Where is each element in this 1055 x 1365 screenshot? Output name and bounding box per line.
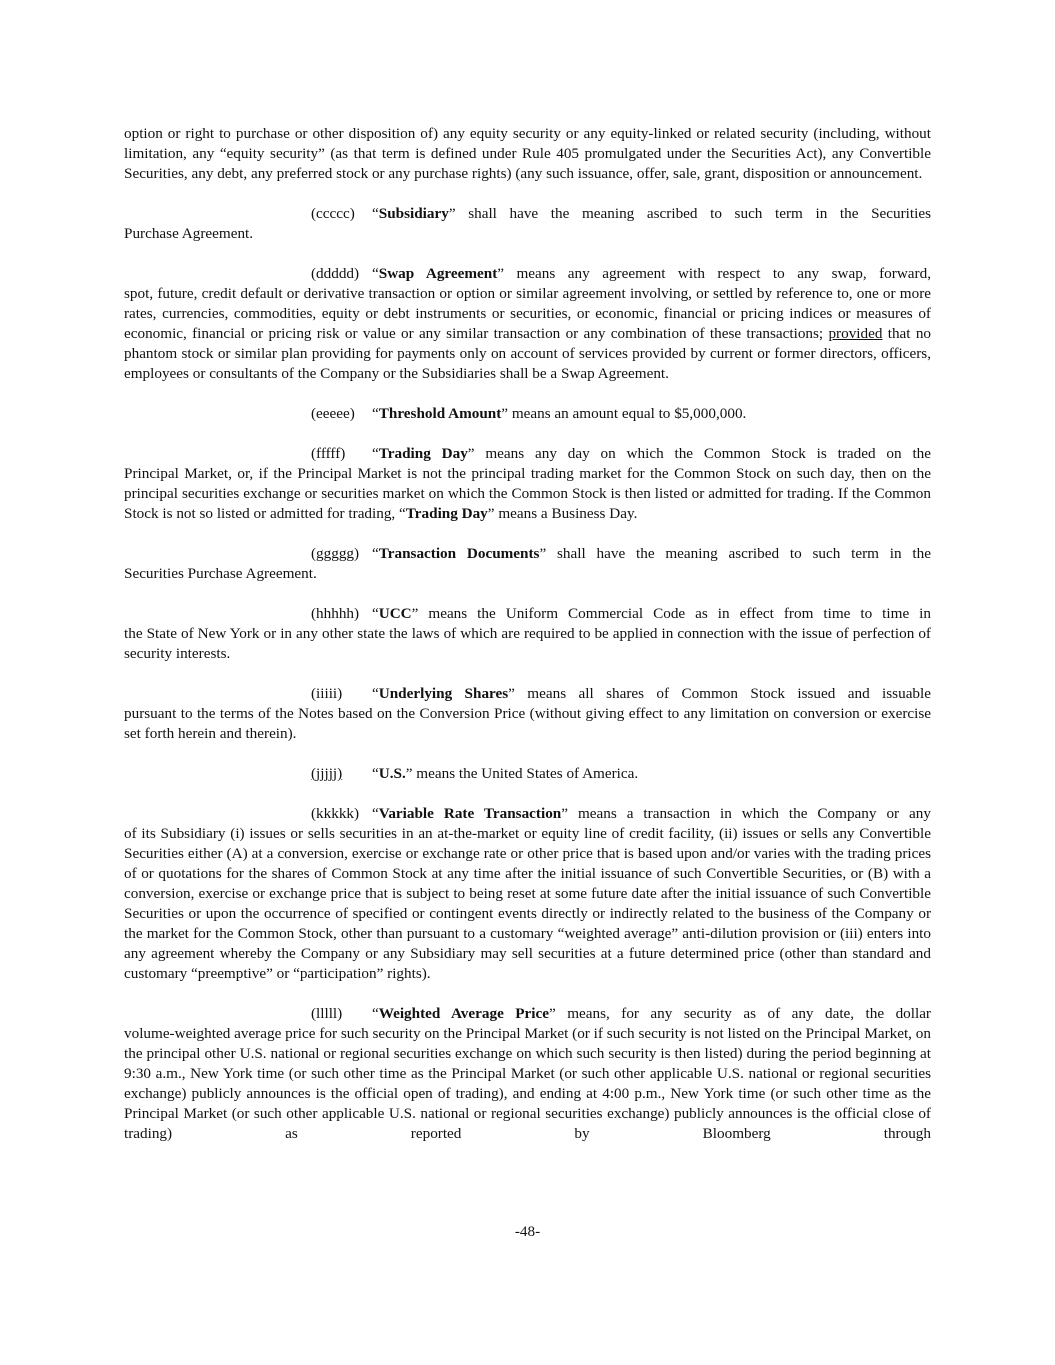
definition-label: (eeeee) — [311, 405, 355, 422]
definition-label: (ggggg) — [311, 545, 360, 562]
definition-underlying-shares: (iiiii) “Underlying Shares” means all shares of Common Stock issued and issuable pursuant to the terms of the Notes based on the Conversion Price (without giving effect to any limitation on conversion or exercise set forth herein and therein). — [124, 685, 931, 742]
defined-term: U.S. — [378, 765, 406, 782]
definition-label: (fffff) — [311, 445, 346, 462]
defined-term: Weighted Average Price — [378, 1005, 549, 1022]
document-page — [124, 124, 931, 1164]
definition-label: (ccccc) — [311, 205, 355, 222]
defined-term: Threshold Amount — [378, 405, 502, 422]
defined-term: Underlying Shares — [378, 685, 509, 702]
definition-label: (kkkkk) — [311, 805, 360, 822]
definition-variable-rate-transaction: (kkkkk) “Variable Rate Transaction” means a transaction in which the Company or any of its Subsidiary (i) issues or sells securities in an at-the-market or equity line of credit facility, (ii) issues or sells any Convertible Securities either (A) at a conversion, exercise or exchange rate or other price that is based upon and/or varies with the trading prices of or quotations for the shares of Common Stock at any time after the initial issuance of such Convertible Securities, or (B) with a conversion, exercise or exchange price that is subject to being reset at some future date after the initial issuance of such Convertible Securities or upon the occurrence of specified or contingent events directly or indirectly related to the business of the Company or the market for the Common Stock, other than pursuant to a customary “weighted average” anti-dilution provision or (iii) enters into any agreement whereby the Company or any Subsidiary may sell securities at a future determined price (other than standard and customary “preemptive” or “participation” rights). — [124, 805, 931, 982]
page-number: -48- — [514, 1223, 541, 1240]
defined-term: Trading Day — [405, 505, 488, 522]
definition-label: (jjjjj) — [311, 765, 343, 782]
defined-term: Transaction Documents — [378, 545, 540, 562]
definition-weighted-average-price: (lllll) “Weighted Average Price” means, for any security as of any date, the dollar volume-weighted average price for such security on the Principal Market (or if such security is not listed on the Principal Market, on the principal other U.S. national or regional securities exchange on which such security is then listed) during the period beginning at 9:30 a.m., New York time (or such other time as the Principal Market (or such other applicable U.S. national or regional securities exchange) publicly announces is the official open of trading), and ending at 4:00 p.m., New York time (or such other time as the Principal Market (or such other applicable U.S. national or regional securities exchange) publicly announces is the official close of trading) as reported by Bloomberg through — [124, 1005, 931, 1142]
definition-label: (lllll) — [311, 1005, 343, 1022]
defined-term: UCC — [378, 605, 412, 622]
definition-subsidiary: (ccccc) “Subsidiary” shall have the meaning ascribed to such term in the Securities Purchase Agreement. — [124, 205, 931, 242]
definition-label: (ddddd) — [311, 265, 360, 282]
definition-transaction-documents: (ggggg) “Transaction Documents” shall have the meaning ascribed to such term in the Securities Purchase Agreement. — [124, 545, 931, 582]
definition-ucc: (hhhhh) “UCC” means the Uniform Commercial Code as in effect from time to time in the State of New York or in any other state the laws of which are required to be applied in connection with the issue of perfection of security interests. — [124, 605, 931, 662]
definition-trading-day: (fffff) “Trading Day” means any day on which the Common Stock is traded on the Principal Market, or, if the Principal Market is not the principal trading market for the Common Stock on such day, then on the principal securities exchange or securities market on which the Common Stock is then listed or admitted for trading. If the Common Stock is not so listed or admitted for trading, “Trading Day” means a Business Day. — [124, 445, 931, 522]
definition-swap-agreement: (ddddd) “Swap Agreement” means any agreement with respect to any swap, forward, spot, future, credit default or derivative transaction or option or similar agreement involving, or settled by reference to, one or more rates, currencies, commodities, equity or debt instruments or securities, or economic, financial or pricing indices or measures of economic, financial or pricing risk or value or any similar transaction or any combination of these transactions; provided that no phantom stock or similar plan providing for payments only on account of services provided by current or former directors, officers, employees or consultants of the Company or the Subsidiaries shall be a Swap Agreement. — [124, 265, 932, 382]
definition-us: (jjjjj) “U.S.” means the United States of America. — [311, 765, 639, 782]
defined-term: Subsidiary — [378, 205, 449, 222]
definition-label: (iiiii) — [311, 685, 343, 702]
defined-term: Trading Day — [378, 445, 468, 462]
defined-term: Variable Rate Transaction — [378, 805, 562, 822]
definition-threshold-amount: (eeeee) “Threshold Amount” means an amount equal to $5,000,000. — [311, 405, 747, 422]
definition-label: (hhhhh) — [311, 605, 360, 622]
underlined-provided: provided — [828, 325, 883, 342]
defined-term: Swap Agreement — [378, 265, 498, 282]
intro-paragraph: option or right to purchase or other disposition of) any equity security or any equity-linked or related security (including, without limitation, any “equity security” (as that term is defined under Rule 405 promulgated under the Securities Act), any Convertible Securities, any debt, any preferred stock or any purchase rights) (any such issuance, offer, sale, grant, disposition or announcement. — [124, 125, 931, 182]
